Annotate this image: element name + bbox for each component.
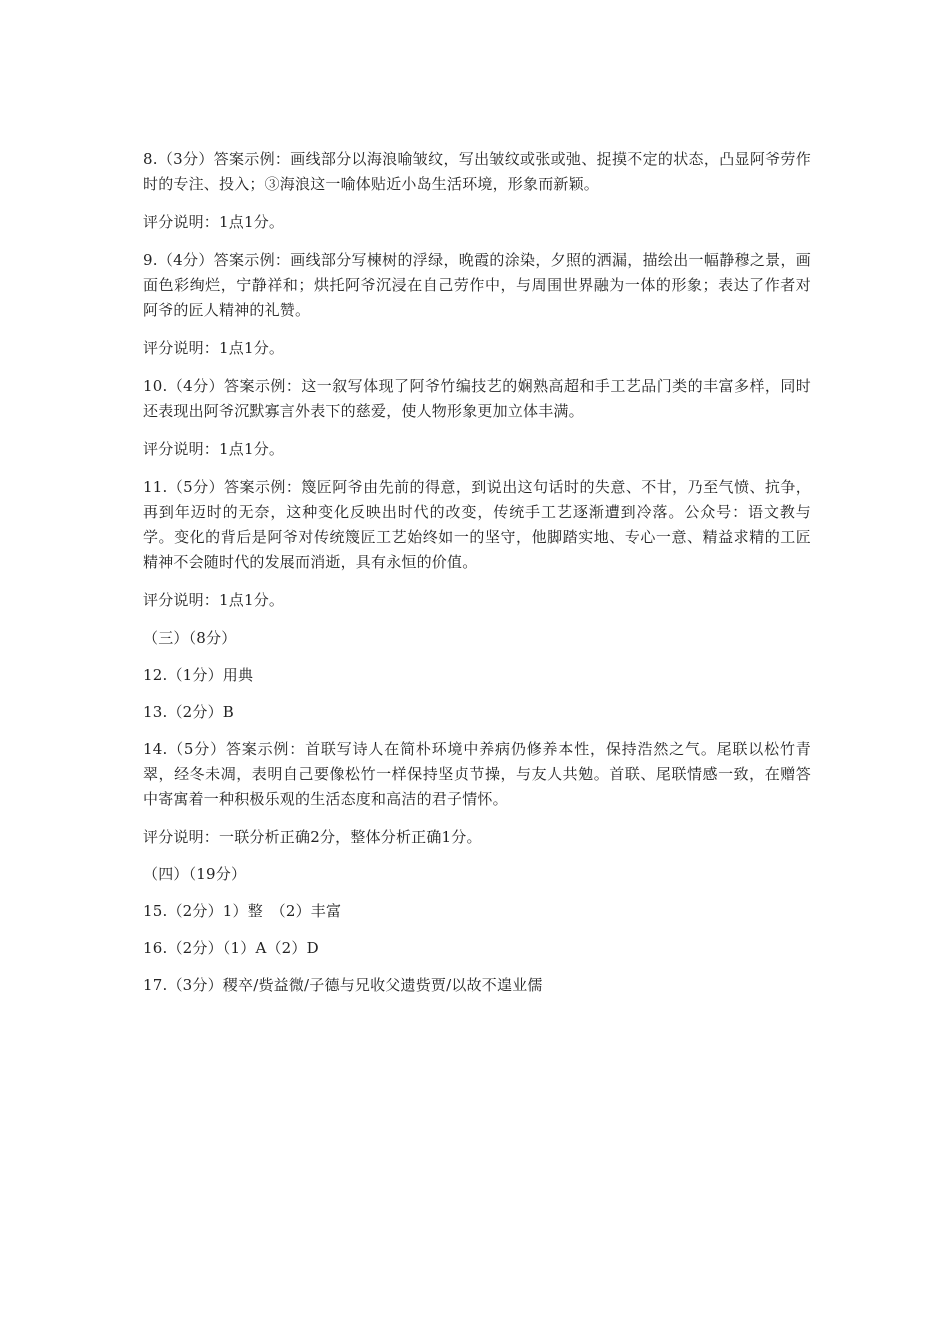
- answer-11: 11.（5分）答案示例：篾匠阿爷由先前的得意，到说出这句话时的失意、不甘，乃至气愤、抗争，再到年迈时的无奈，这种变化反映出时代的改变，传统手工艺逐渐遭到冷落。公众号：语文教与学。变化的背后是阿爷对传统篾匠工艺始终如一的坚守，他脚踏实地、专心一意、精益求精的工匠精神不会随时代的发展而消逝，具有永恒的价值。: [143, 478, 811, 571]
- answer-12: 12.（1分）用典: [143, 666, 254, 684]
- answer-8: 8.（3分）答案示例：画线部分以海浪喻皱纹，写出皱纹或张或弛、捉摸不定的状态，凸显阿爷劳作时的专注、投入；③海浪这一喻体贴近小岛生活环境，形象而新颖。: [143, 150, 811, 193]
- section-heading-3: （三）（8分）: [143, 629, 237, 647]
- answer-10: 10.（4分）答案示例：这一叙写体现了阿爷竹编技艺的娴熟高超和手工艺品门类的丰富多样，同时还表现出阿爷沉默寡言外表下的慈爱，使人物形象更加立体丰满。: [143, 377, 811, 420]
- scoring-note-9: 评分说明：1点1分。: [143, 339, 285, 357]
- answer-14: 14.（5分）答案示例：首联写诗人在简朴环境中养病仍修养本性，保持浩然之气。尾联以松竹青翠，经冬未凋，表明自己要像松竹一样保持坚贞节操，与友人共勉。首联、尾联情感一致，在赠答中寄寓着一种积极乐观的生活态度和高洁的君子情怀。: [143, 740, 811, 808]
- scoring-note-11: 评分说明：1点1分。: [143, 591, 285, 609]
- answer-16: 16.（2分）（1）A（2）D: [143, 939, 319, 957]
- scoring-note-14: 评分说明：一联分析正确2分，整体分析正确1分。: [143, 828, 482, 846]
- answer-9: 9.（4分）答案示例：画线部分写楝树的浮绿，晚霞的涂染，夕照的洒漏，描绘出一幅静穆之景，画面色彩绚烂，宁静祥和；烘托阿爷沉浸在自己劳作中，与周围世界融为一体的形象；表达了作者对阿爷的匠人精神的礼赞。: [143, 251, 811, 319]
- answer-13: 13.（2分）B: [143, 703, 235, 721]
- answer-17: 17.（3分）稷卒/赀益微/子德与兄收父遗赀贾/以故不遑业儒: [143, 976, 543, 994]
- answer-15: 15.（2分）1）整 （2）丰富: [143, 902, 342, 920]
- scoring-note-10: 评分说明：1点1分。: [143, 440, 285, 458]
- scoring-note-8: 评分说明：1点1分。: [143, 213, 285, 231]
- answer-key-content: [143, 147, 811, 1010]
- section-heading-4: （四）（19分）: [143, 865, 247, 883]
